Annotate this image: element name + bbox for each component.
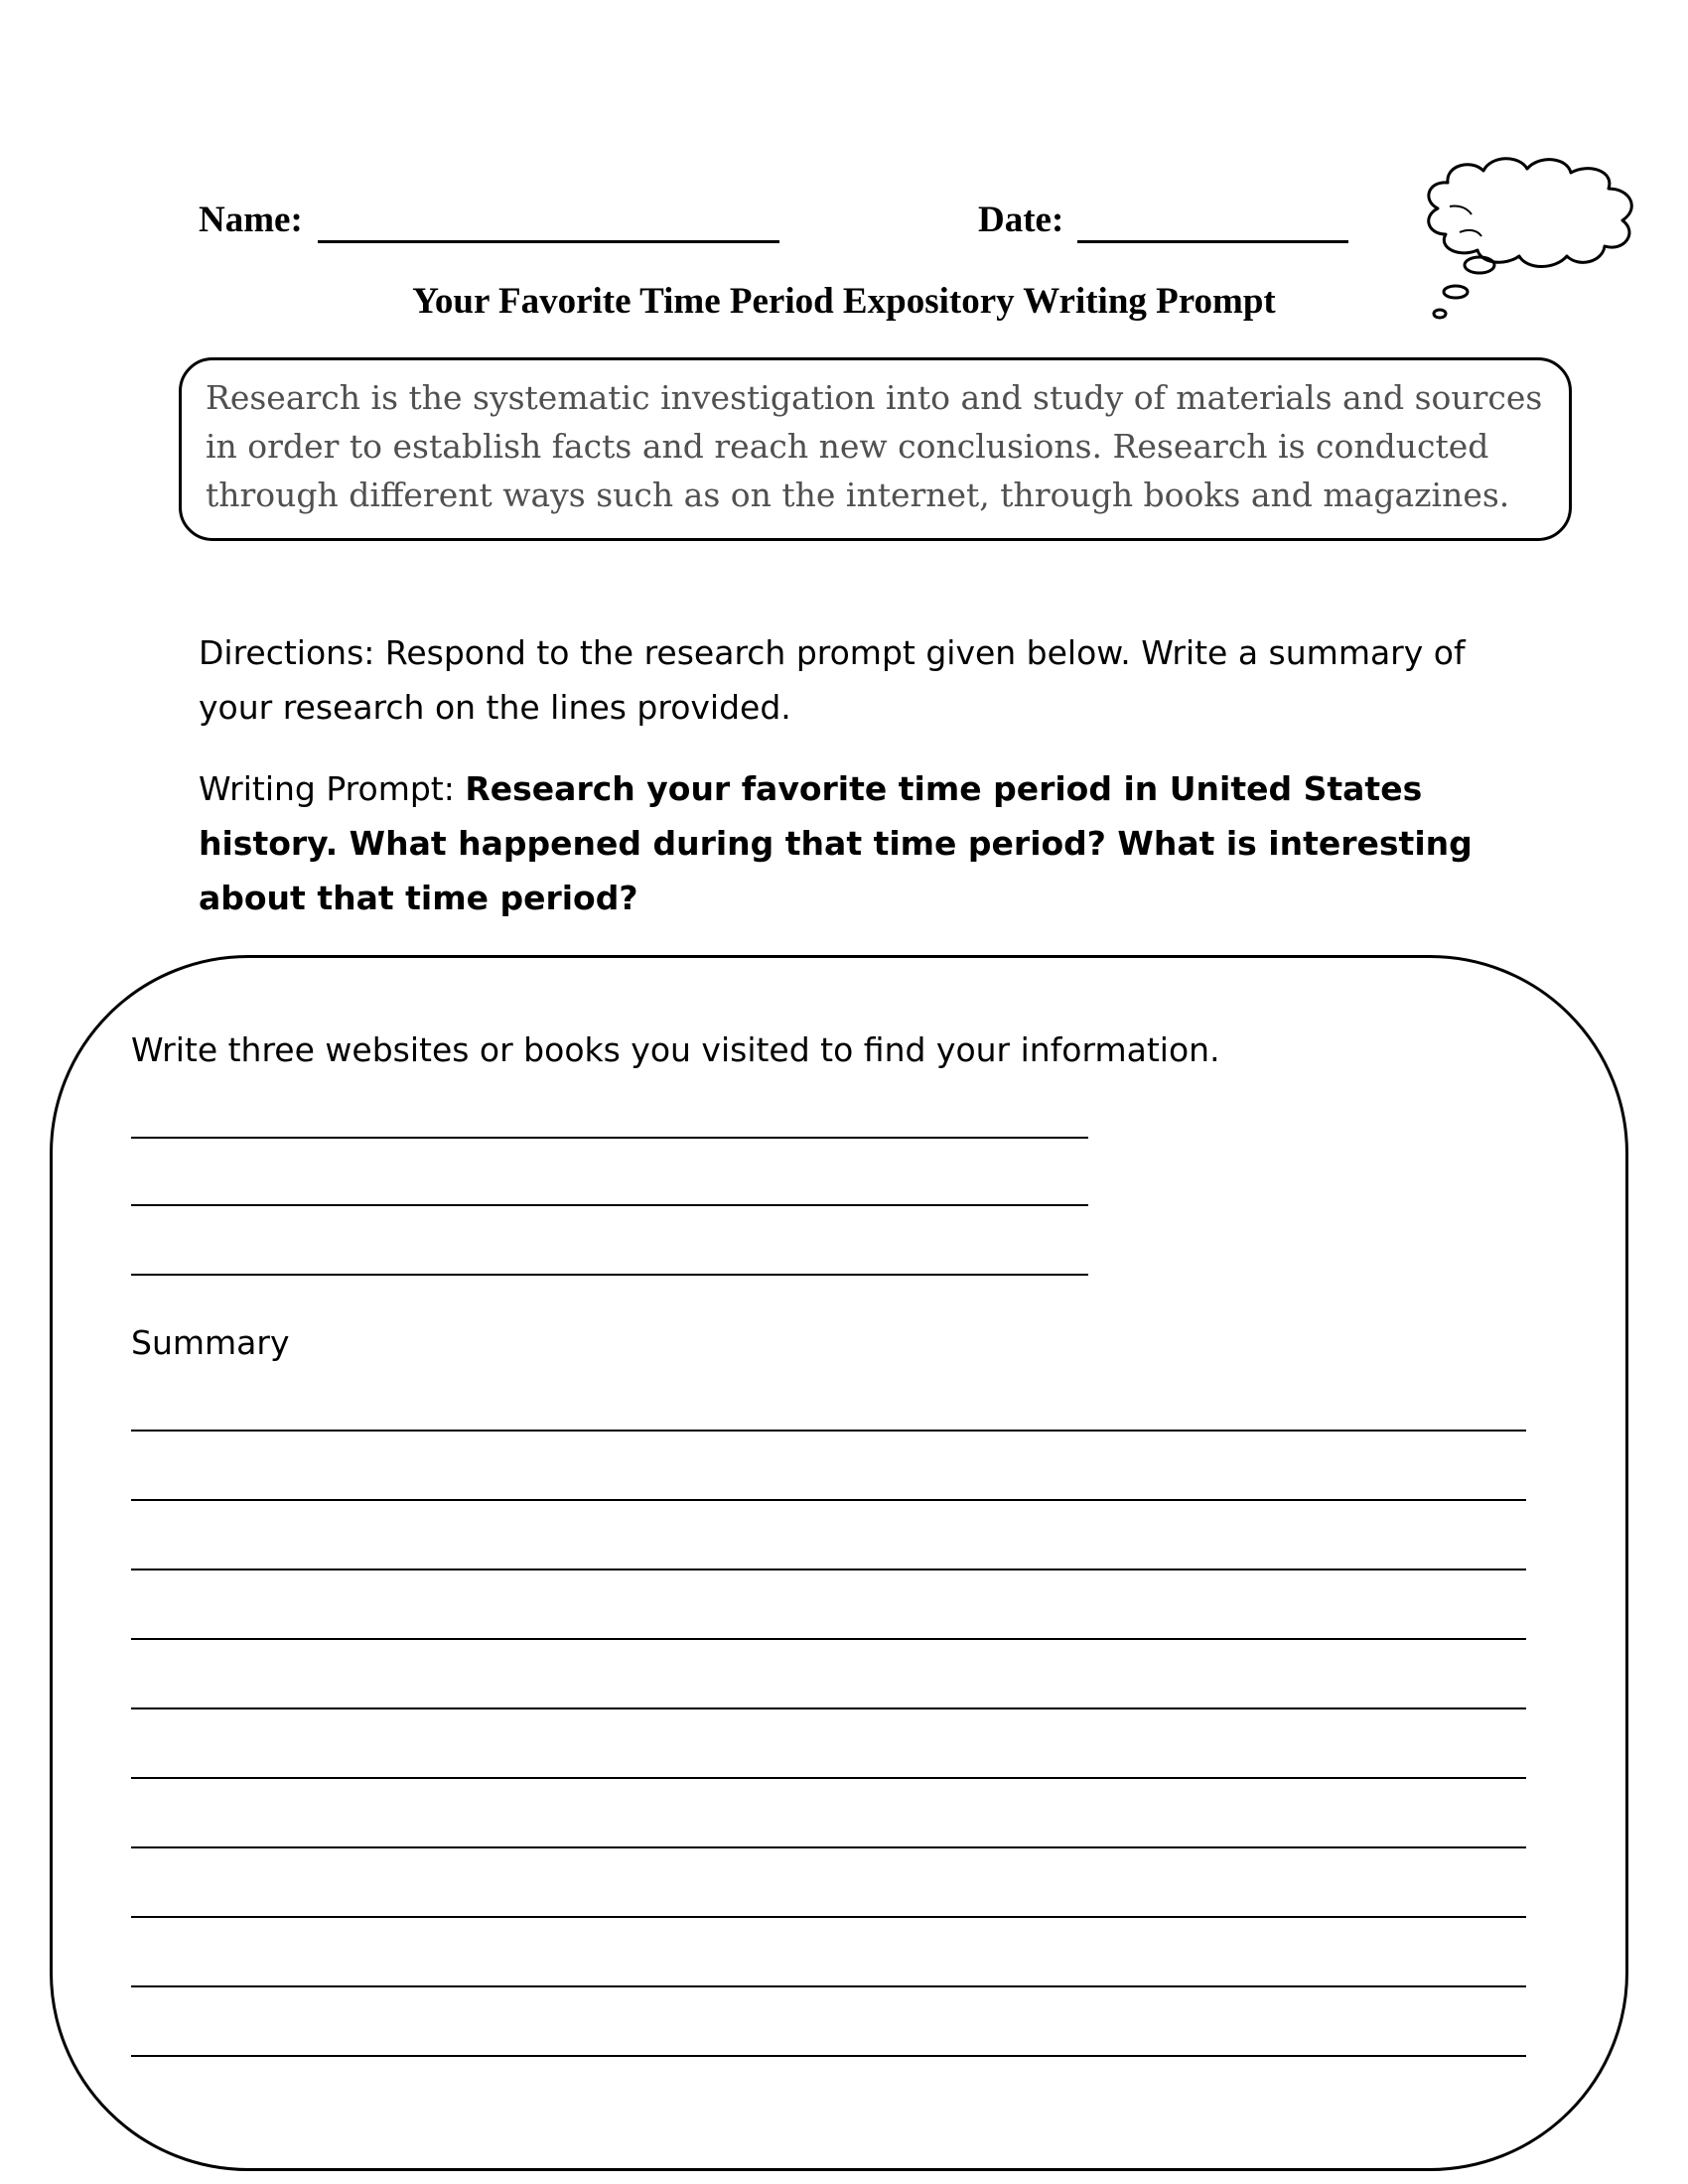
page-title: Your Favorite Time Period Expository Writing Prompt <box>412 281 1276 322</box>
writing-prompt-question: Research your favorite time period in United States history. What happened during that time period? What is interesting about that time period? <box>199 769 1473 917</box>
summary-line[interactable] <box>131 2055 1526 2057</box>
definition-text: Research is the systematic investigation into and study of materials and sources in order to establish facts and reach new conclusions. Research is conducted through different ways such as on the internet, through books and magazines. <box>206 378 1543 514</box>
writing-prompt-label: Writing Prompt: <box>199 769 455 808</box>
summary-line[interactable] <box>131 1430 1526 1432</box>
summary-line[interactable] <box>131 1985 1526 1987</box>
writing-prompt <box>199 761 1489 925</box>
summary-line[interactable] <box>131 1916 1526 1918</box>
summary-label: Summary <box>131 1323 290 1362</box>
summary-line[interactable] <box>131 1638 1526 1640</box>
resource-line[interactable] <box>131 1204 1088 1206</box>
summary-line[interactable] <box>131 1707 1526 1709</box>
directions-text: Directions: Respond to the research prompt given below. Write a summary of your research on the lines provided. <box>199 633 1466 727</box>
resource-line[interactable] <box>131 1137 1088 1139</box>
resource-line[interactable] <box>131 1274 1088 1276</box>
resources-instruction: Write three websites or books you visited to find your information. <box>131 1030 1220 1069</box>
date-field[interactable] <box>1077 240 1348 243</box>
name-field[interactable] <box>318 240 779 243</box>
summary-line[interactable] <box>131 1499 1526 1501</box>
date-label: Date: <box>978 200 1064 240</box>
summary-line[interactable] <box>131 1846 1526 1848</box>
name-label: Name: <box>199 200 303 240</box>
summary-line[interactable] <box>131 1777 1526 1779</box>
summary-line[interactable] <box>131 1569 1526 1570</box>
